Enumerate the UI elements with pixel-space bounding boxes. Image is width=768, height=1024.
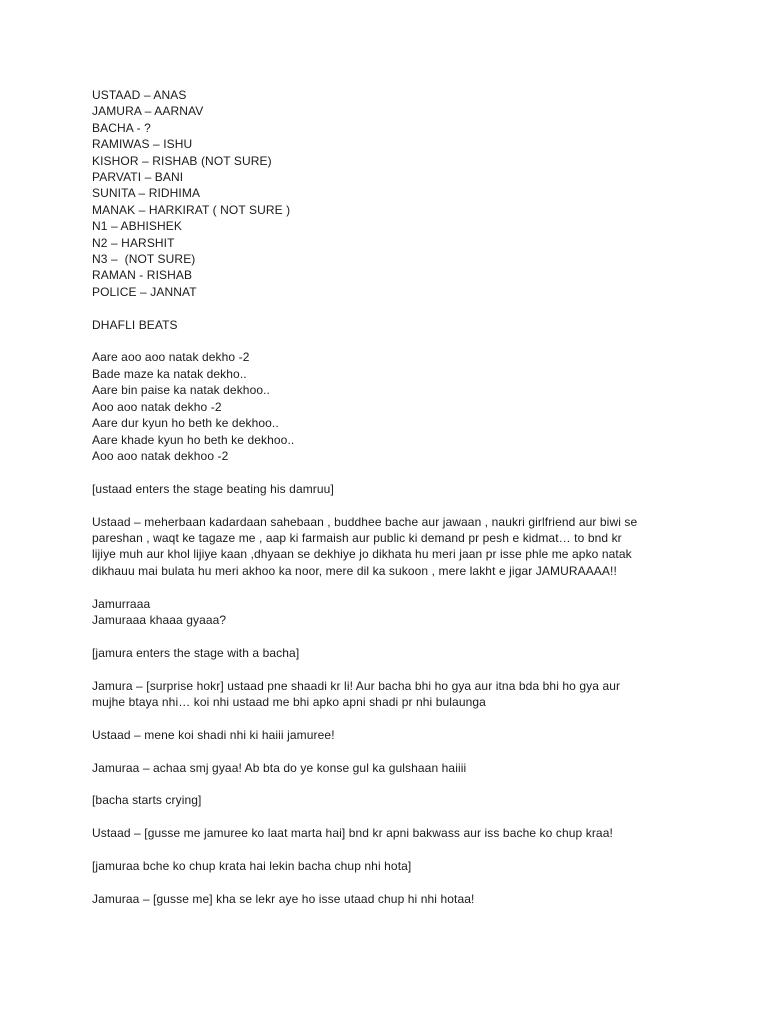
text-line: N2 – HARSHIT bbox=[92, 235, 175, 250]
text-line: [jamura enters the stage with a bacha] bbox=[92, 645, 300, 660]
dialogue bbox=[92, 825, 698, 841]
dialogue bbox=[92, 596, 698, 629]
text-line: lijiye muh aur khol lijiye kaan ,dhyaan se dekhiye jo dikhata hu meri jaan pr isse phle me apko natak bbox=[92, 547, 632, 562]
text-line: POLICE – JANNAT bbox=[92, 284, 197, 299]
text-line: Aare aoo aoo natak dekho -2 bbox=[92, 350, 250, 365]
text-line: BACHA - ? bbox=[92, 120, 151, 135]
text-line: N3 – (NOT SURE) bbox=[92, 252, 196, 267]
text-line: Aare khade kyun ho beth ke dekhoo.. bbox=[92, 432, 295, 447]
stage-direction bbox=[92, 481, 698, 497]
text-line: mujhe btaya nhi… koi nhi ustaad me bhi apko apni shadi pr nhi bulaunga bbox=[92, 694, 486, 709]
text-line: N1 – ABHISHEK bbox=[92, 219, 183, 234]
text-line: [bacha starts crying] bbox=[92, 793, 202, 808]
song-lyrics bbox=[92, 349, 698, 464]
text-line: Aare bin paise ka natak dekhoo.. bbox=[92, 383, 270, 398]
text-line: Jamuraa – [gusse me] kha se lekr aye ho isse utaad chup hi nhi hotaa! bbox=[92, 891, 475, 906]
text-line: Aoo aoo natak dekho -2 bbox=[92, 399, 222, 414]
text-line: Jamurraaa bbox=[92, 596, 151, 611]
text-line: MANAK – HARKIRAT ( NOT SURE ) bbox=[92, 202, 291, 217]
text-line: JAMURA – AARNAV bbox=[92, 104, 204, 119]
text-line: PARVATI – BANI bbox=[92, 170, 184, 185]
text-line: USTAAD – ANAS bbox=[92, 88, 187, 102]
text-line: Aoo aoo natak dekhoo -2 bbox=[92, 448, 229, 463]
text-line: Ustaad – [gusse me jamuree ko laat marta hai] bnd kr apni bakwass aur iss bache ko chup kraa! bbox=[92, 826, 613, 841]
text-line: RAMAN - RISHAB bbox=[92, 268, 193, 283]
text-line: [jamuraa bche ko chup krata hai lekin bacha chup nhi hota] bbox=[92, 858, 412, 873]
dialogue bbox=[92, 514, 698, 580]
dialogue bbox=[92, 760, 698, 776]
dialogue bbox=[92, 678, 698, 711]
stage-direction bbox=[92, 645, 698, 661]
text-line: Jamura – [surprise hokr] ustaad pne shaadi kr li! Aur bacha bhi ho gya aur itna bda bhi ho gya aur bbox=[92, 678, 621, 693]
text-line: Aare dur kyun ho beth ke dekhoo.. bbox=[92, 416, 279, 431]
stage-direction bbox=[92, 792, 698, 808]
cast-list bbox=[92, 87, 698, 300]
text-line: KISHOR – RISHAB (NOT SURE) bbox=[92, 153, 272, 168]
section-heading bbox=[92, 317, 698, 333]
text-line: DHAFLI BEATS bbox=[92, 317, 178, 332]
text-line: [ustaad enters the stage beating his damruu] bbox=[92, 481, 334, 496]
text-line: Ustaad – mene koi shadi nhi ki haiii jamuree! bbox=[92, 727, 335, 742]
text-line: Bade maze ka natak dekho.. bbox=[92, 366, 247, 381]
text-line: SUNITA – RIDHIMA bbox=[92, 186, 201, 201]
text-line: dikhauu mai bulata hu meri akhoo ka noor, mere dil ka sukoon , mere lakht e jigar JAMURAAAA!! bbox=[92, 563, 617, 578]
text-line: RAMIWAS – ISHU bbox=[92, 137, 193, 152]
dialogue bbox=[92, 727, 698, 743]
text-line: Ustaad – meherbaan kadardaan sahebaan , buddhee bache aur jawaan , naukri girlfriend aur biwi se bbox=[92, 514, 638, 529]
text-line: Jamuraa – achaa smj gyaa! Ab bta do ye konse gul ka gulshaan haiiii bbox=[92, 760, 467, 775]
stage-direction bbox=[92, 858, 698, 874]
dialogue bbox=[92, 891, 698, 907]
text-line: pareshan , waqt ke tagaze me , aap ki farmaish aur public ki demand pr pesh e kidmat… to bnd kr bbox=[92, 530, 622, 545]
text-line: Jamuraaa khaaa gyaaa? bbox=[92, 612, 227, 627]
